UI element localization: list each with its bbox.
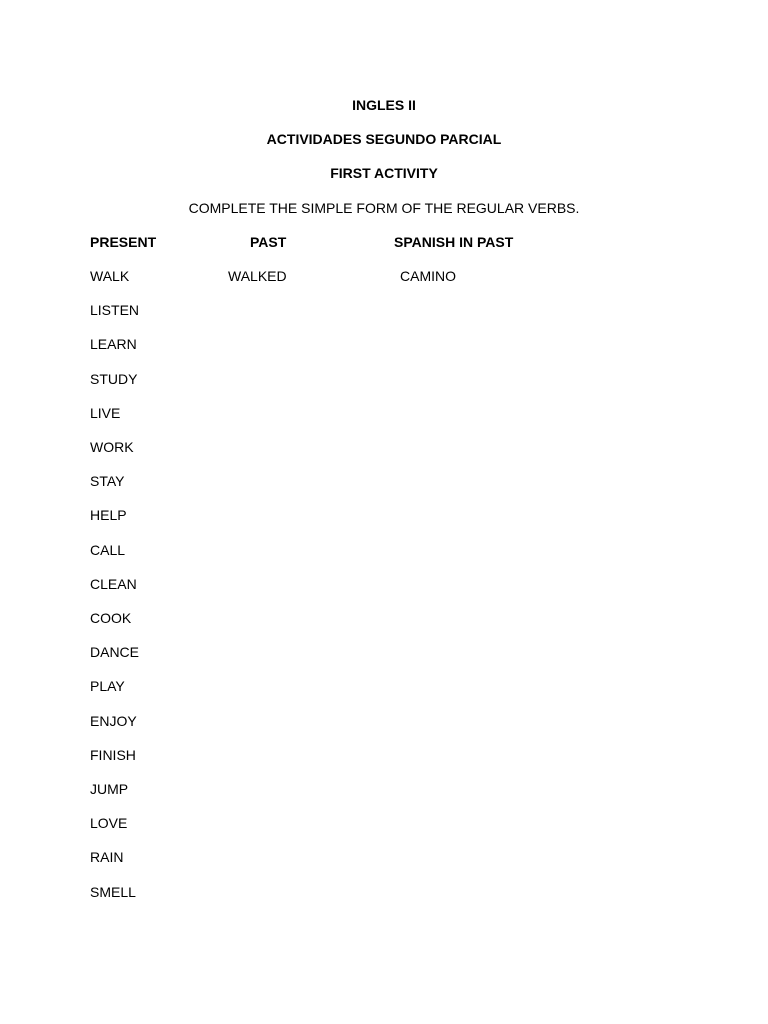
verb-present: HELP [90,507,127,523]
verb-present: CLEAN [90,576,137,592]
instruction-text: COMPLETE THE SIMPLE FORM OF THE REGULAR VERBS. [188,200,580,216]
document-title: INGLES II [352,97,416,113]
document-subtitle: ACTIVIDADES SEGUNDO PARCIAL [266,131,502,147]
verb-present: WALK [90,268,130,284]
verb-present: RAIN [90,849,124,865]
verb-present: LIVE [90,405,121,421]
verb-present: JUMP [90,781,129,797]
activity-heading: FIRST ACTIVITY [330,165,438,181]
verb-present: PLAY [90,678,125,694]
verb-past: WALKED [228,268,287,284]
verb-present: COOK [90,610,132,626]
verb-present: LOVE [90,815,128,831]
header-present: PRESENT [90,234,157,250]
header-spanish: SPANISH IN PAST [394,234,514,250]
verb-present: STAY [90,473,125,489]
header-past: PAST [250,234,287,250]
verb-present: CALL [90,542,126,558]
verb-present: FINISH [90,747,136,763]
verb-present: ENJOY [90,713,137,729]
verb-present: LISTEN [90,302,140,318]
verb-present: SMELL [90,884,136,900]
verb-present: STUDY [90,371,138,387]
verb-present: WORK [90,439,134,455]
verb-spanish: CAMINO [400,268,456,284]
verb-present: DANCE [90,644,140,660]
verb-present: LEARN [90,336,137,352]
